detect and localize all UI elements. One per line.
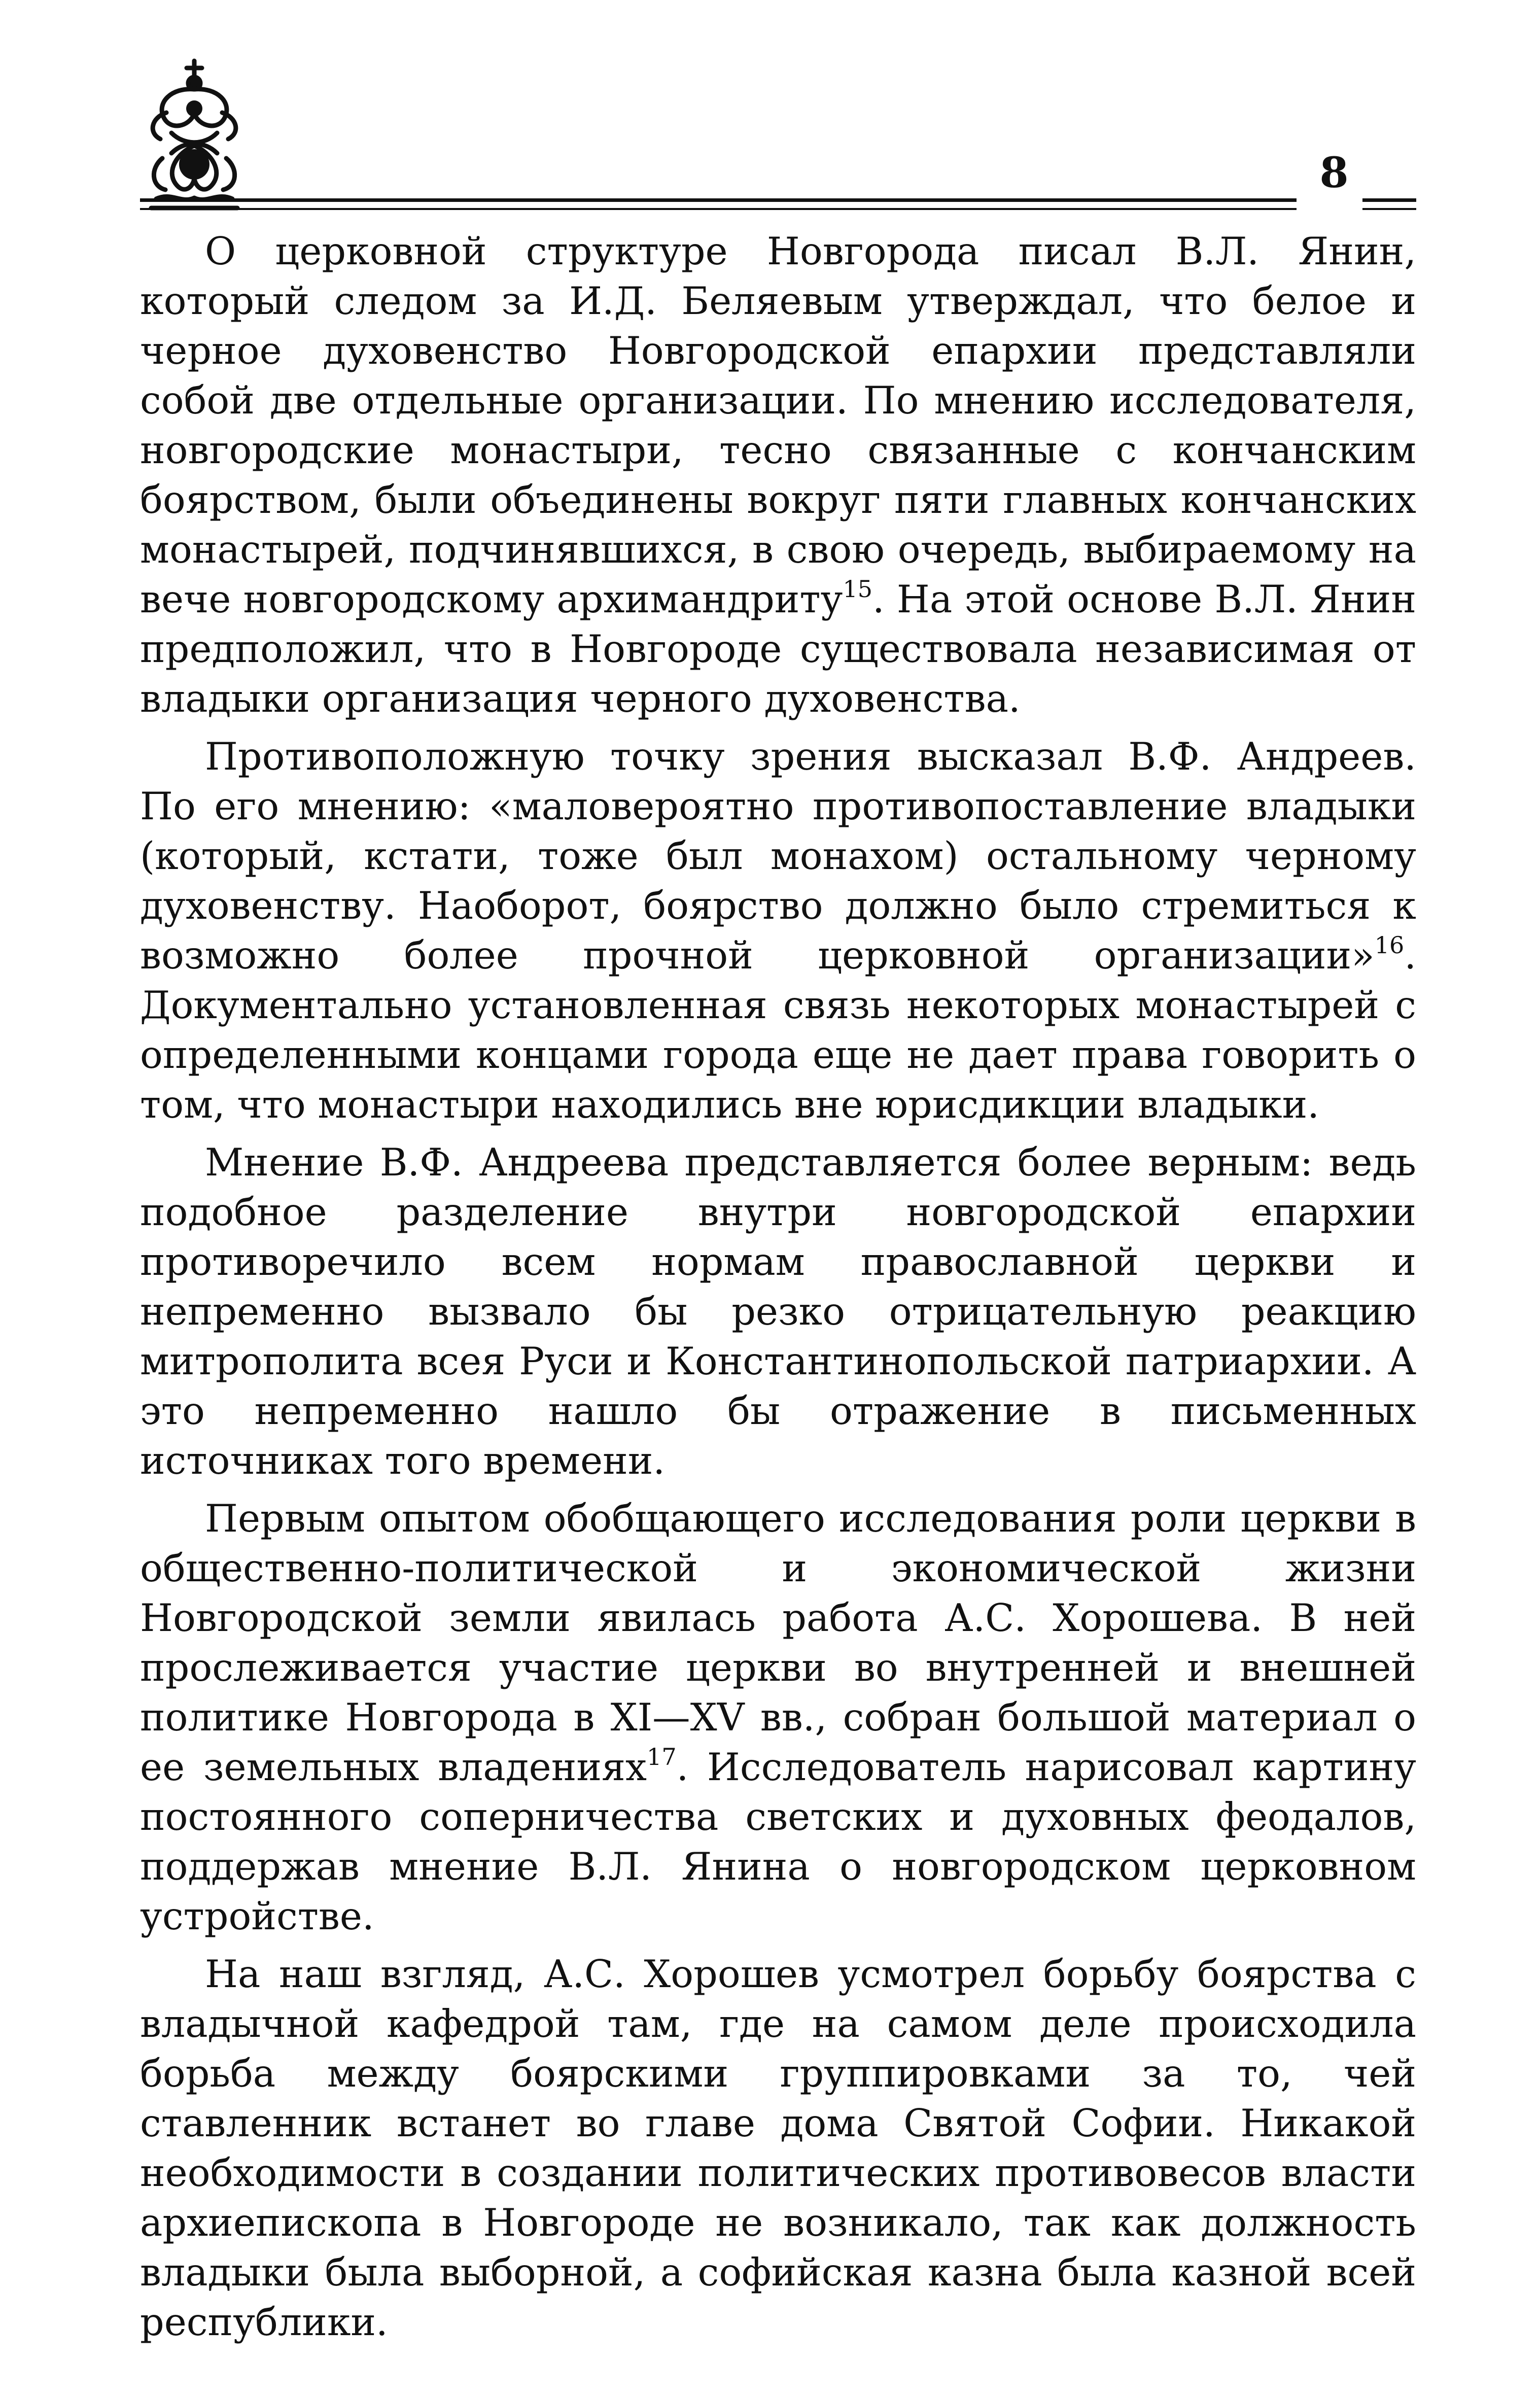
paragraph-text: Первым опытом обобщающего исследования роли церкви в общественно-политической и экономической жизни Новгородской земли явилась работа А.С. Хорошева. В ней прослеживается участие церкви во внутренней и внешней политике Новгорода в XI—XV вв., собран большой материал о ее земельных владениях — [140, 1497, 1416, 1789]
paragraph — [140, 227, 1416, 724]
paragraph — [140, 1950, 1416, 2347]
footnote-ref-15[interactable]: 15 — [843, 575, 873, 603]
paragraph-text: Противоположную точку зрения высказал В.Ф. Андреев. По его мнению: «маловероятно противопоставление владыки (который, кстати, тоже был монахом) остальному черному духовенству. Наоборот, боярство должно было стремиться к возможно более прочной церковной организации» — [140, 735, 1416, 978]
header-rule-right-thick — [1362, 198, 1416, 202]
paragraph-text: О церковной структуре Новгорода писал В.Л. Янин, который следом за И.Д. Беляевым утверждал, что белое и черное духовенство Новгородской епархии представляли собой две отдельные организации. По мнению исследователя, новгородские монастыри, тесно связанные с кончанским боярством, были объединены вокруг пяти главных кончанских монастырей, подчинявшихся, в свою очередь, выбираемому на вече новгородскому архимандриту — [140, 229, 1416, 621]
paragraph-text: На наш взгляд, А.С. Хорошев усмотрел борьбу боярства с владычной кафедрой там, где на самом деле происходила борьба между боярскими группировками за то, чей ставленник встанет во главе дома Святой Софии. Никакой необходимости в создании политических противовесов власти архиепископа в Новгороде не возникало, так как должность владыки была выборной, а софийская казна была казной всей республики. — [140, 1952, 1416, 2344]
footnote-ref-16[interactable]: 16 — [1374, 931, 1405, 959]
paragraph — [140, 732, 1416, 1130]
paragraph — [140, 1494, 1416, 1941]
footnote-ref-17[interactable]: 17 — [647, 1743, 677, 1771]
page-number: 8 — [1319, 149, 1349, 197]
paragraph-text: . Исследователь нарисовал картину постоянного соперничества светских и духовных феодалов, поддержав мнение В.Л. Янина о новгородском церковном устройстве. — [140, 1745, 1417, 1938]
paragraph-text: . Документально установленная связь некоторых монастырей с определенными концами города еще не дает права говорить о том, что монастыри находились вне юрисдикции владыки. — [140, 933, 1416, 1127]
paragraph-text: Мнение В.Ф. Андреева представляется более верным: ведь подобное разделение внутри новгородской епархии противоречило всем нормам православной церкви и непременно вызвало бы резко отрицательную реакцию митрополита всея Руси и Константинопольской патриархии. А это непременно нашло бы отражение в письменных источниках того времени. — [140, 1140, 1416, 1483]
header-rule-thin — [140, 208, 1297, 210]
paragraph-text: . На этой основе В.Л. Янин предположил, что в Новгороде существовала независимая от владыки организация черного духовенства. — [140, 577, 1416, 721]
ornamental-emblem-icon — [136, 57, 253, 214]
paragraph — [140, 1138, 1416, 1486]
header-rule-right-thin — [1362, 208, 1416, 210]
header-rule-thick — [140, 198, 1297, 202]
body-text — [140, 227, 1416, 2347]
